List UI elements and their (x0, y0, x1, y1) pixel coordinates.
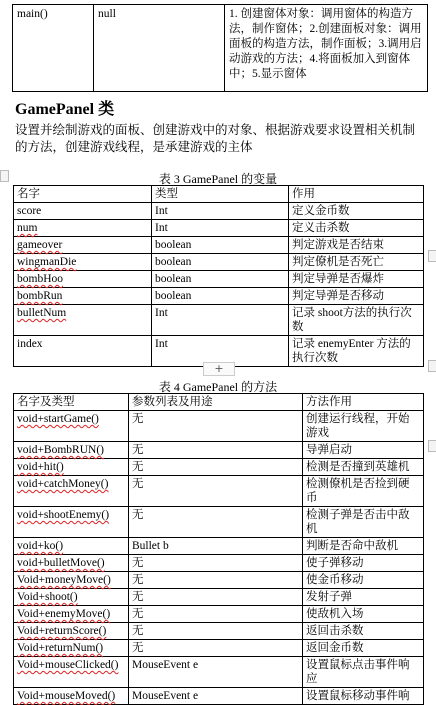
table-cell-desc: 1. 创建窗体对象：调用窗体的构造方法，制作窗体；2.创建面板对象：调用面板的构造方法，制作面板；3.调用启动游戏的方法；4.将面板加入到窗体中；5.显示窗体 (225, 5, 428, 92)
table-cell: 无 (129, 606, 303, 623)
table-cell: 判定导弹是否爆炸 (289, 271, 424, 288)
table-row (14, 589, 424, 606)
table-cell: void+ko() (14, 538, 129, 555)
table-row (13, 5, 428, 92)
table-cell: 记录 shoot方法的执行次数 (289, 305, 424, 336)
variables-table (13, 185, 424, 367)
table-header-row (14, 394, 424, 411)
column-header: 名字 (14, 186, 152, 203)
table-cell: MouseEvent e (129, 657, 303, 688)
table-row (14, 459, 424, 476)
methods-table (13, 393, 424, 705)
table-row (14, 572, 424, 589)
table-cell: 设置鼠标移动事件响 (303, 688, 424, 705)
table-cell: 定义击杀数 (289, 220, 424, 237)
table-cell: 无 (129, 640, 303, 657)
table-row (14, 555, 424, 572)
table-resize-handle[interactable] (428, 440, 436, 452)
table-resize-handle[interactable] (428, 250, 436, 262)
table-cell: gameover (14, 237, 152, 254)
table-cell: 判断是否命中敌机 (303, 538, 424, 555)
table-cell: bombHoo (14, 271, 152, 288)
table-cell: 记录 enemyEnter 方法的执行次数 (289, 336, 424, 367)
table-cell: void+bulletMove() (14, 555, 129, 572)
table-cell: 无 (129, 572, 303, 589)
table-cell-name: main() (13, 5, 94, 92)
table-cell: 无 (129, 442, 303, 459)
table-cell: index (14, 336, 152, 367)
table-cell: Void+returnScore() (14, 623, 129, 640)
table-cell: bombRun (14, 288, 152, 305)
table-row (14, 237, 424, 254)
section-description: 设置并绘制游戏的面板、创建游戏中的对象、根据游戏要求设置相关机制的方法，创建游戏线程，是承建游戏的主体 (15, 123, 416, 154)
table-cell: Void+mouseMoved() (14, 688, 129, 705)
table-cell: 定义金币数 (289, 203, 424, 220)
table-row (14, 203, 424, 220)
table-row (14, 288, 424, 305)
table-cell: 无 (129, 507, 303, 538)
table-cell: Bullet b (129, 538, 303, 555)
table-cell: Void+returnNum() (14, 640, 129, 657)
table-caption: 表 4 GamePanel 的方法 (158, 380, 278, 394)
table-row (14, 305, 424, 336)
table-cell: 检测僚机是否捡到硬币 (303, 476, 424, 507)
table-row (14, 442, 424, 459)
main-method-table (12, 4, 428, 92)
table-cell: 使敌机入场 (303, 606, 424, 623)
table-cell: 无 (129, 555, 303, 572)
table-row (14, 411, 424, 442)
table-cell: 检测是否撞到英雄机 (303, 459, 424, 476)
table-cell: 返回金币数 (303, 640, 424, 657)
table-cell: bulletNum (14, 305, 152, 336)
table-row (14, 271, 424, 288)
table-cell: Void+shoot() (14, 589, 129, 606)
table-cell: void+BombRUN() (14, 442, 129, 459)
table-row (14, 476, 424, 507)
table-cell: Int (152, 220, 289, 237)
table-row (14, 254, 424, 271)
table-cell: Void+moneyMove() (14, 572, 129, 589)
table-cell: 导弹启动 (303, 442, 424, 459)
table-cell: 使金币移动 (303, 572, 424, 589)
table-cell: Int (152, 305, 289, 336)
column-header: 参数列表及用途 (129, 394, 303, 411)
table-row (14, 623, 424, 640)
table-cell: boolean (152, 237, 289, 254)
table-row (14, 507, 424, 538)
table-row (14, 640, 424, 657)
table-cell: 判定游戏是否结束 (289, 237, 424, 254)
table-cell: 检测子弹是否击中敌机 (303, 507, 424, 538)
table-cell: boolean (152, 271, 289, 288)
table-caption: 表 3 GamePanel 的变量 (158, 172, 278, 186)
table-cell: 无 (129, 623, 303, 640)
table-cell: 无 (129, 411, 303, 442)
table-cell: Void+mouseClicked() (14, 657, 129, 688)
table-cell: void+catchMoney() (14, 476, 129, 507)
table-header-row (14, 186, 424, 203)
table-cell: void+startGame() (14, 411, 129, 442)
column-header: 类型 (152, 186, 289, 203)
table-row (14, 220, 424, 237)
table-resize-handle[interactable] (428, 360, 436, 372)
column-header: 作用 (289, 186, 424, 203)
table-cell: Int (152, 336, 289, 367)
table-cell: num (14, 220, 152, 237)
table-cell: 无 (129, 476, 303, 507)
table-cell: 使子弹移动 (303, 555, 424, 572)
table-row (14, 538, 424, 555)
table-cell: 返回击杀数 (303, 623, 424, 640)
table-cell-param: null (94, 5, 225, 92)
table-cell: 无 (129, 589, 303, 606)
table-row (14, 606, 424, 623)
table-cell: 判定僚机是否死亡 (289, 254, 424, 271)
table-cell: 创建运行线程，开始游戏 (303, 411, 424, 442)
table-row (14, 657, 424, 688)
table-cell: Void+enemyMove() (14, 606, 129, 623)
table-cell: 设置鼠标点击事件响应 (303, 657, 424, 688)
column-header: 名字及类型 (14, 394, 129, 411)
table-cell: MouseEvent e (129, 688, 303, 705)
add-row-button[interactable]: + (203, 362, 235, 376)
table-cell: score (14, 203, 152, 220)
table-cell: 发射子弹 (303, 589, 424, 606)
table-cell: Int (152, 203, 289, 220)
table-cell: wingmanDie (14, 254, 152, 271)
column-header: 方法作用 (303, 394, 424, 411)
table-cell: 判定导弹是否移动 (289, 288, 424, 305)
table-cell: boolean (152, 288, 289, 305)
section-title: GamePanel 类 (15, 101, 115, 118)
table-cell: void+hit() (14, 459, 129, 476)
table-cell: void+shootEnemy() (14, 507, 129, 538)
table-cell: boolean (152, 254, 289, 271)
table-cell: 无 (129, 459, 303, 476)
